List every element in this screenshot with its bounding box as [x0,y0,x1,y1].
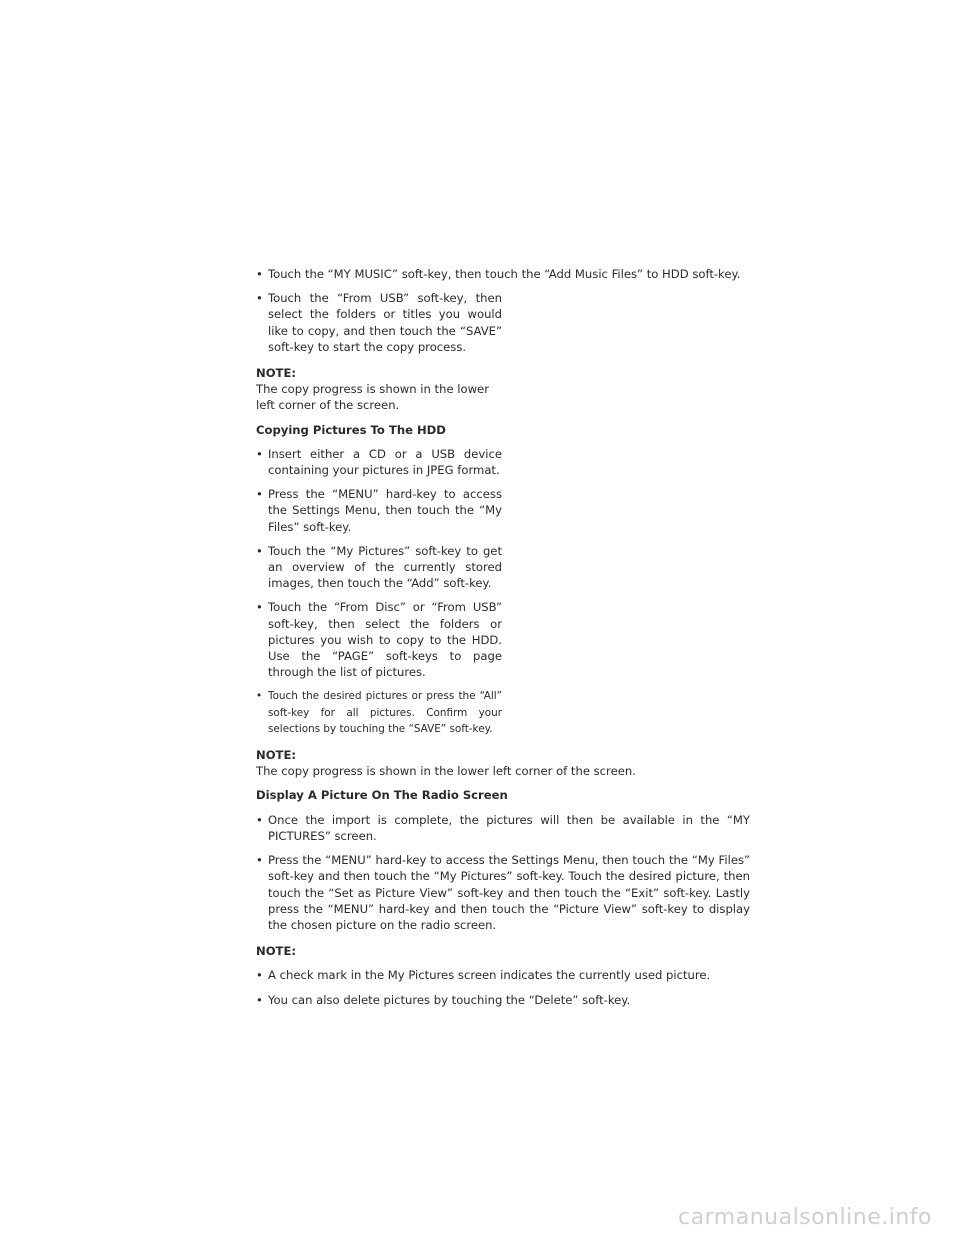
list-item: • Press the “MENU” hard-key to access the Settings Menu, then touch the “My Files” soft-key and then touch the “My Pictures” soft-key. Touch the desired picture, then touch the “Set as Picture View” soft-key and then touch the “Exit” soft-key. Lastly press the “MENU” hard-key and then touch the “Picture View” soft-key to display the chosen picture on the radio screen. [256,852,750,933]
list-item: • Touch the “My Pictures” soft-key to get an overview of the currently stored images, then touch the “Add” soft-key. [256,543,502,592]
list-item: • A check mark in the My Pictures screen indicates the currently used picture. [256,967,750,983]
list-item: • Press the “MENU” hard-key to access the Settings Menu, then touch the “My Files” soft-key. [256,486,502,535]
note-label: NOTE: [256,366,297,381]
watermark: carmanualsonline.info [678,1205,932,1230]
list-item: • Insert either a CD or a USB device containing your pictures in JPEG format. [256,446,502,478]
list-item: • Once the import is complete, the pictures will then be available in the “MY PICTURES” screen. [256,812,750,844]
list-item: • Touch the desired pictures or press the “All” soft-key for all pictures. Confirm your selections by touching the “SAVE” soft-key. [256,688,502,737]
list-item: • You can also delete pictures by touching the “Delete” soft-key. [256,992,750,1008]
note-label: NOTE: [256,748,297,763]
section-heading: Display A Picture On The Radio Screen [256,788,508,803]
note-text: The copy progress is shown in the lower left corner of the screen. [256,382,489,413]
list-item: • Touch the “MY MUSIC” soft-key, then touch the “Add Music Files” to HDD soft-key. [256,266,750,282]
list-item: • Touch the “From USB” soft-key, then select the folders or titles you would like to copy, and then touch the “SAVE” soft-key to start the copy process. [256,290,502,355]
section-heading: Copying Pictures To The HDD [256,422,446,437]
list-item: • Touch the “From Disc” or “From USB” soft-key, then select the folders or pictures you wish to copy to the HDD. Use the “PAGE” soft-keys to page through the list of pictures. [256,599,502,680]
manual-page [256,266,750,1016]
note-text: The copy progress is shown in the lower left corner of the screen. [256,764,636,779]
note-label: NOTE: [256,944,297,959]
